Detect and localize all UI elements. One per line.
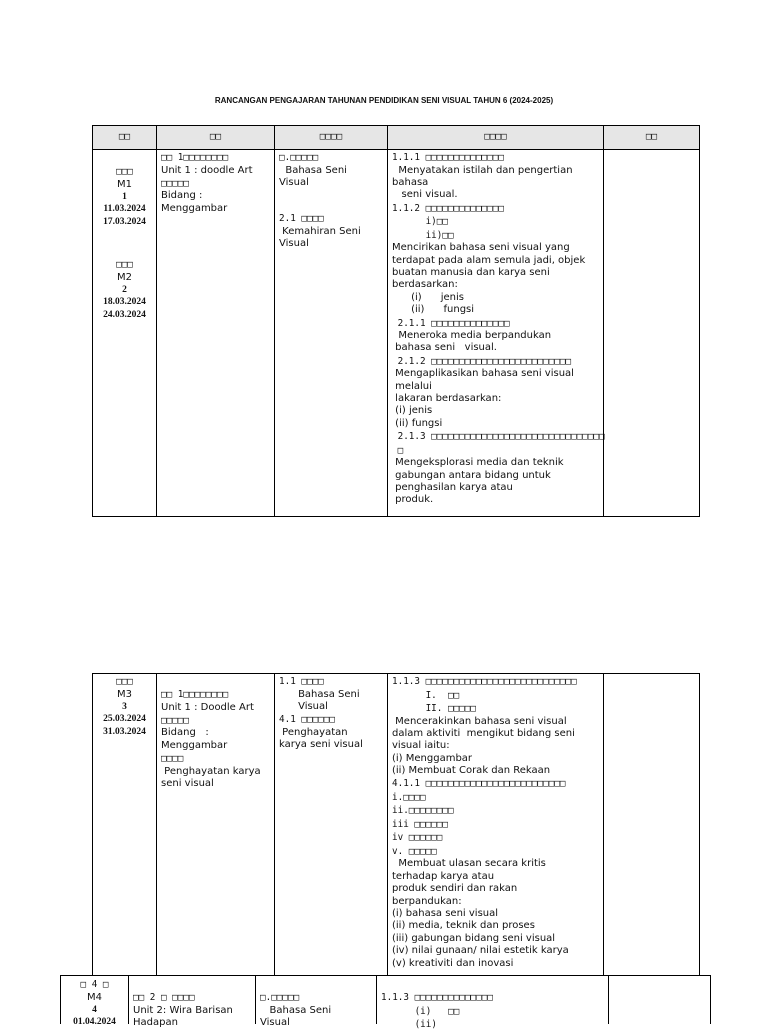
standard-line: Penghayatan [279,726,348,738]
content-line: 2.1.3 □□□□□□□□□□□□□□□□□□□□□□□□□□□□□□□ [392,431,605,443]
content-line: Menyatakan istilah dan pengertian [392,164,573,176]
content-line: Mencerakinkan bahasa seni visual [392,715,567,727]
content-line: Mengaplikasikan bahasa seni visual [392,368,574,380]
unit-line: Unit 1 : Doodle Art [161,701,254,713]
week-start-date: 11.03.2024 [103,204,146,215]
content-line: (i) □□ [381,1005,460,1017]
standard-cell [256,976,377,1028]
standard-line: 4.1 □□□□□□ [279,714,335,726]
standard-line: karya seni visual [279,739,363,751]
notes-cell [609,976,710,1024]
week-number: 1 [122,191,127,202]
plan-table-1 [92,125,700,517]
header-unit: □□ [157,126,275,149]
standard-line: 1.1 □□□□ [279,676,324,687]
plan-table-3 [60,975,711,1030]
week-block [61,978,128,1029]
week-end-date: 24.03.2024 [103,309,146,320]
unit-line: □□ 2 □ □□□□ [133,992,195,1003]
content-line: (ii) media, teknik dan proses [392,920,535,932]
content-line: berdasarkan: [392,279,458,291]
content-cell [388,150,604,516]
week-end-date: 31.03.2024 [103,726,146,737]
content-line: II. □□□□□ [392,703,476,714]
content-cell [388,674,604,1024]
content-line: berpandukan: [392,895,462,907]
content-line: (ii) fungsi [392,417,443,429]
standard-line: Bahasa Seni [279,164,347,176]
unit-line: Penghayatan karya [161,765,261,777]
unit-line: seni visual [161,778,214,790]
unit-line: Unit 1 : doodle Art [161,164,253,176]
content-line: I. □□ [392,689,460,701]
week-label: □□□ [116,166,133,177]
content-line: □ [392,444,404,456]
week-code: M2 [117,271,132,283]
content-line: i)□□ [392,216,448,228]
unit-line: Hadapan [133,1016,178,1028]
standard-group [279,212,387,250]
content-line: ii.□□□□□□□□ [392,805,454,817]
unit-line: Bidang : [161,727,209,739]
week-code: M4 [87,991,102,1003]
content-line: Membuat ulasan secara kritis [392,858,546,870]
content-line: ii)□□ [392,229,454,241]
content-line: Mencirikan bahasa seni visual yang [392,242,570,254]
unit-line: □□□□ [161,753,184,765]
content-line: iv □□□□□□ [392,832,443,844]
standard-line: □.□□□□□ [260,992,300,1003]
content-line: produk. [392,494,434,506]
standard-line: Bahasa Seni [260,1004,332,1016]
week-start-date: 18.03.2024 [103,297,146,308]
unit-cell [157,150,275,516]
content-line: (i) Menggambar [392,752,473,764]
standard-line: Visual [279,238,309,250]
content-line: v. □□□□□ [392,845,437,857]
content-line: (i) jenis [392,405,433,417]
week-block [93,675,156,738]
unit-line: □□□□□ [161,714,189,726]
standard-cell [275,150,388,516]
notes-cell [604,150,699,516]
content-line: terdapat pada alam semula jadi, objek [392,254,586,266]
content-cell [377,976,609,1030]
content-line: 1.1.3 □□□□□□□□□□□□□□□□□□□□□□□□□□□ [392,676,577,687]
standard-cell [275,674,388,1024]
unit-line: □□ 1□□□□□□□□ [161,689,229,700]
table-row [93,674,699,1024]
unit-cell [129,976,256,1028]
week-label: □□□ [116,259,133,271]
week-label: □□□ [116,676,133,687]
content-line: dalam aktiviti mengikut bidang seni [392,727,575,739]
standard-line: Visual [260,1016,290,1028]
content-line: gabungan antara bidang untuk [392,469,551,481]
header-content: □□□□ [388,126,604,149]
week-block [93,258,156,321]
content-line: iii □□□□□□ [392,818,448,830]
week-number: 2 [122,284,127,295]
content-line: produk sendiri dan rakan [392,883,518,895]
content-line: seni visual. [392,189,458,201]
content-line: terhadap karya atau [392,870,495,882]
unit-line: Bidang : [161,190,203,202]
week-end-date: 17.03.2024 [103,216,146,227]
content-line: bahasa seni visual. [392,342,497,354]
unit-cell [157,674,275,1024]
content-line: 2.1.2 □□□□□□□□□□□□□□□□□□□□□□□□□ [392,355,572,367]
content-line: (ii) Membuat Corak dan Rekaan [392,765,551,777]
table-header-row [93,126,699,150]
standard-line: Visual [279,176,309,188]
unit-line: □□□□□ [161,177,189,189]
content-line: 1.1.3 □□□□□□□□□□□□□□ [381,992,493,1003]
week-number: 4 [92,1004,97,1015]
plan-table-2 [92,673,700,1024]
content-line: (iv) nilai gunaan/ nilai estetik karya [392,945,569,957]
content-line: visual iaitu: [392,740,450,752]
week-code: M3 [117,688,132,700]
unit-line: Unit 2: Wira Barisan [133,1004,233,1016]
standard-line: 2.1 □□□□ [279,213,324,225]
content-line: Mengeksplorasi media dan teknik [392,457,564,469]
content-line: (v) kreativiti dan inovasi [392,957,514,969]
page-title: RANCANGAN PENGAJARAN TAHUNAN PENDIDIKAN SENI VISUAL TAHUN 6 (2024-2025) [214,96,554,105]
standard-group [279,151,387,189]
content-line: penghasilan karya atau [392,482,513,494]
standard-line: □.□□□□□ [279,152,319,163]
content-line: melalui [392,380,432,392]
table-row [61,976,710,1030]
content-line: 4.1.1 □□□□□□□□□□□□□□□□□□□□□□□□□ [392,778,566,790]
standard-line: Bahasa Seni [279,688,360,700]
header-week: □□ [93,126,157,149]
standard-line: Kemahiran Seni [279,225,361,237]
content-line: (ii) [381,1019,437,1030]
unit-line: □□ 1□□□□□□□□ [161,152,229,163]
content-line: (ii) fungsi [392,304,475,316]
content-line: (i) jenis [392,291,464,303]
content-line: 1.1.2 □□□□□□□□□□□□□□ [392,202,504,214]
content-line: bahasa [392,176,429,188]
week-number: 3 [122,701,127,712]
week-cell [93,150,157,516]
content-line: 1.1.1 □□□□□□□□□□□□□□ [392,152,504,163]
header-notes: □□ [645,131,658,142]
week-code: M1 [117,178,132,190]
content-line: i.□□□□ [392,791,426,803]
week-start-date: 25.03.2024 [103,714,146,725]
content-line: lakaran berdasarkan: [392,393,502,405]
week-block [93,165,156,228]
content-line: (iii) gabungan bidang seni visual [392,932,556,944]
week-start-date: 01.04.2024 [73,1017,116,1028]
content-line: Meneroka media berpandukan [392,330,552,342]
week-label: □ 4 □ [80,979,109,990]
standard-line: Visual [279,700,328,712]
unit-line: Menggambar [161,739,228,751]
notes-cell [604,674,699,1024]
week-cell [93,674,157,1024]
content-line: (i) bahasa seni visual [392,908,499,920]
unit-line: Menggambar [161,202,228,214]
header-standard: □□□□ [275,126,388,149]
content-line: 2.1.1 □□□□□□□□□□□□□□ [392,317,510,329]
content-line: buatan manusia dan karya seni [392,266,550,278]
week-cell [61,976,129,1028]
table-row [93,150,699,516]
